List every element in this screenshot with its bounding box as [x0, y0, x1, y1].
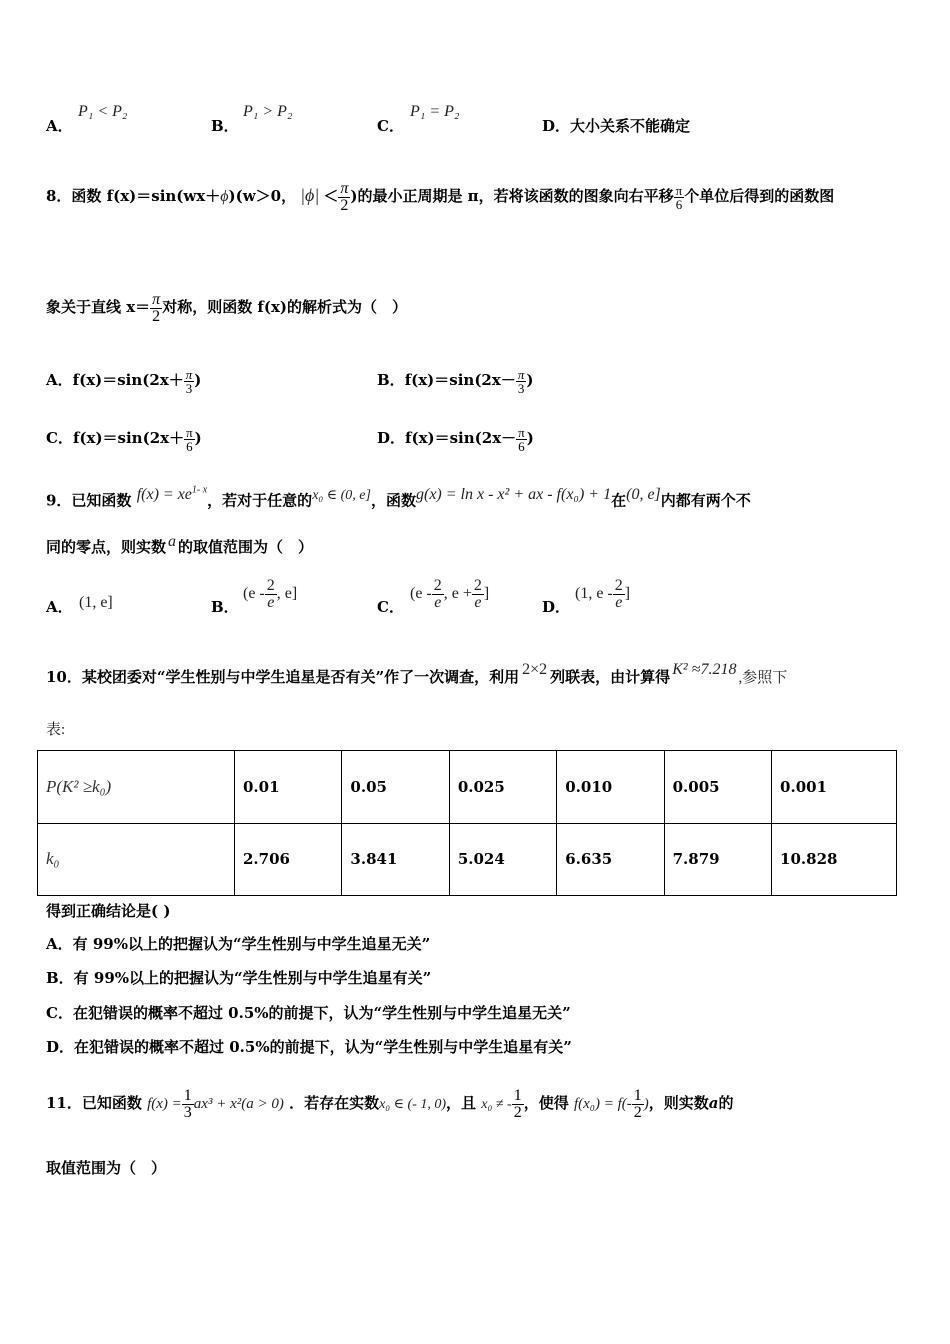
option-fraction [184, 368, 195, 395]
frac-den: 2 [152, 307, 161, 325]
expr-part: (e - [243, 585, 265, 602]
q8-text: )的最小正周期是 π，若将该函数的图象向右平移 [350, 187, 674, 205]
q7-option-a-expr: P₁ < P₂ [78, 103, 128, 120]
x0-domain: x₀ ∈ (- 1, 0) [379, 1097, 447, 1112]
table-cell: 0.05 [342, 751, 449, 824]
frac-den: 6 [675, 196, 683, 212]
q10-option-d: D．在犯错误的概率不超过 0.5%的前提下，认为“学生性别与中学生追星有关” [46, 1038, 572, 1056]
a-variable: a [168, 533, 177, 550]
option-text: ) [194, 429, 202, 447]
q7-option-d [542, 115, 690, 136]
option-label: D． [542, 117, 571, 135]
frac-den: 6 [186, 438, 193, 454]
frac-den: e [267, 593, 275, 611]
option-label: B． [377, 371, 405, 389]
g-expr: g(x) = ln x - x² + ax - f(x₀) + 1 [415, 486, 612, 504]
expr-part: , e + [443, 585, 472, 602]
question-9-line-2 [46, 532, 313, 563]
pi-over-2 [150, 292, 162, 325]
table-cell: 10.828 [772, 823, 897, 896]
a-variable: a [708, 1094, 719, 1112]
q9-option-c-expr [410, 572, 489, 616]
frac-num: π [518, 424, 525, 440]
option-text: f(x)＝sin(2x＋ [72, 429, 185, 447]
option-label: A． [46, 371, 73, 389]
expr-part: , e] [276, 585, 298, 602]
phi-symbol: ϕ [220, 188, 229, 205]
table-cell: 0.025 [449, 751, 556, 824]
q11-text: ，且 [446, 1094, 477, 1112]
frac-num: 1 [633, 1086, 642, 1104]
q11-text: 的 [718, 1094, 734, 1112]
q9-option-d-expr [575, 572, 630, 616]
two-over-e [472, 578, 484, 611]
table-cell: 0.001 [772, 751, 897, 824]
table-cell: 3.841 [342, 823, 449, 896]
abs-phi: |ϕ| [300, 185, 320, 205]
frac-num: π [517, 366, 525, 382]
two-over-e [613, 578, 625, 611]
q7-option-c-expr: P₁ = P₂ [410, 103, 460, 120]
pi-over-2 [338, 181, 350, 214]
q10-option-a: A．有 99%以上的把握认为“学生性别与中学生追星无关” [46, 935, 431, 953]
q11-text: ，则实数 [648, 1094, 709, 1112]
q11-text: ．若存在实数 [289, 1094, 380, 1112]
q7-option-b-expr: P₁ > P₂ [243, 103, 293, 120]
frac-den: 6 [518, 438, 525, 454]
option-fraction [516, 426, 527, 453]
question-10-line-2: 表: [46, 722, 66, 738]
q9-f-expr [137, 486, 207, 503]
frac-den: e [474, 593, 482, 611]
option-text: ) [526, 371, 534, 389]
table-cell: 5.024 [449, 823, 556, 896]
q8-option-c [46, 413, 202, 463]
eq-lhs: f(x₀) = f(- [573, 1096, 632, 1112]
option-text: ) [194, 371, 202, 389]
frac-num: 2 [614, 576, 623, 594]
f-lhs: f(x) = [147, 1096, 182, 1112]
expr-part: (e - [410, 585, 432, 602]
frac-den: 3 [183, 1103, 192, 1121]
eq-rhs: ) [643, 1096, 649, 1112]
table-size: 2×2 [522, 661, 548, 678]
frac-num: 1 [183, 1086, 192, 1104]
option-fraction [184, 426, 195, 453]
expr-part: ] [624, 585, 631, 602]
q10-text: ,参照下 [738, 670, 788, 686]
table-cell: 7.879 [664, 823, 771, 896]
frac-num: π [186, 424, 193, 440]
table-cell: 0.01 [235, 751, 342, 824]
option-text: ) [526, 429, 534, 447]
lt-symbol: ＜ [323, 187, 339, 205]
q11-text: 11．已知函数 [46, 1094, 142, 1112]
q10-option-c: C．在犯错误的概率不超过 0.5%的前提下，认为“学生性别与中学生追星无关” [46, 1004, 571, 1022]
q7-option-b: B． [211, 117, 239, 135]
option-fraction [516, 368, 527, 395]
interval-expr: (0, e] [626, 486, 661, 504]
question-11-line-1 [46, 1070, 734, 1138]
question-9-line-1 [46, 480, 751, 519]
table-cell: 0.005 [664, 751, 771, 824]
expr-part: ] [483, 585, 490, 602]
q9-option-c-label: C． [377, 598, 404, 616]
frac-den: 2 [340, 196, 349, 214]
frac-num: 1 [513, 1086, 522, 1104]
q9-option-b-expr [243, 572, 297, 616]
q7-option-c: C． [377, 117, 404, 135]
table-row-label: P(K² ≥k₀) [38, 751, 235, 824]
question-10-line-1 [46, 662, 787, 693]
q11-text: ，使得 [523, 1094, 569, 1112]
question-8-line-1 [46, 165, 834, 227]
q8-option-d [377, 413, 534, 463]
q10-option-b: B．有 99%以上的把握认为“学生性别与中学生追星有关” [46, 969, 432, 987]
q9-option-a-label: A． [46, 598, 73, 616]
question-8-line-2 [46, 277, 407, 337]
question-11-line-2: 取值范围为（ ） [46, 1159, 167, 1177]
x0-ne: x₀ ≠ - [481, 1097, 512, 1112]
x0-domain: x₀ ∈ (0, e] [312, 488, 371, 504]
q9-option-b-label: B． [211, 598, 239, 616]
k2-value: K² ≈7.218 [672, 661, 737, 678]
frac-den: e [434, 593, 442, 611]
frac-num: 2 [266, 576, 275, 594]
q10-text: 列联表，由计算得 [550, 668, 671, 686]
f-rhs: ax³ + x²(a > 0) [193, 1096, 284, 1112]
q9-text: ，若对于任意的 [207, 491, 313, 510]
one-third [182, 1088, 194, 1121]
q10-text: 10．某校团委对“学生性别与中学生追星是否有关”作了一次调查，利用 [46, 668, 520, 686]
q8-text: 对称，则函数 f(x)的解析式为（ ） [162, 298, 408, 316]
q8-text: 象关于直线 x＝ [46, 298, 151, 316]
q8-text: 个单位后得到的函数图 [684, 187, 835, 205]
q10-conclusion: 得到正确结论是( ) [46, 902, 171, 920]
frac-den: 2 [513, 1103, 522, 1121]
table-row [38, 823, 897, 896]
f-expr-exponent: 1- x [191, 485, 208, 496]
frac-num: π [340, 179, 349, 197]
option-label: A． [46, 117, 73, 135]
frac-den: 2 [633, 1103, 642, 1121]
q9-text: 同的零点，则实数 [46, 538, 167, 556]
q8-option-a [46, 355, 201, 405]
q9-text: ，函数 [370, 491, 416, 510]
q9-text: 内都有两个不 [660, 491, 751, 510]
q8-option-b [377, 355, 533, 405]
frac-den: e [615, 593, 623, 611]
option-text: f(x)＝sin(2x－ [405, 429, 517, 447]
frac-num: π [675, 182, 683, 198]
table-cell: 0.010 [557, 751, 664, 824]
q8-text: )(w＞0， [228, 187, 297, 205]
q9-option-d-label: D． [542, 598, 571, 616]
reference-table [37, 750, 897, 896]
option-label: C． [46, 429, 73, 447]
f-expr-base: f(x) = xe [136, 486, 192, 504]
q7-option-a [46, 115, 73, 136]
q9-text: 在 [611, 491, 627, 510]
two-over-e [265, 578, 277, 611]
option-text: f(x)＝sin(2x＋ [72, 371, 184, 389]
one-half [512, 1088, 524, 1121]
q9-text: 9．已知函数 [46, 491, 132, 510]
table-cell: 6.635 [557, 823, 664, 896]
table-row [38, 751, 897, 824]
frac-den: 3 [185, 380, 193, 396]
option-text: f(x)＝sin(2x－ [404, 371, 516, 389]
option-label: D． [377, 429, 406, 447]
option-text: 大小关系不能确定 [570, 117, 691, 135]
pi-over-6 [674, 184, 685, 211]
q9-option-a-expr: (1, e] [79, 594, 113, 611]
frac-den: 3 [517, 380, 525, 396]
q9-text: 的取值范围为（ ） [178, 538, 314, 556]
expr-part: (1, e - [575, 585, 613, 602]
frac-num: 2 [433, 576, 442, 594]
one-half [632, 1088, 644, 1121]
table-row-label: k₀ [38, 823, 235, 896]
two-over-e [432, 578, 444, 611]
q8-text: 8．函数 f(x)＝sin(wx＋ [46, 187, 221, 205]
table-cell: 2.706 [235, 823, 342, 896]
frac-num: π [185, 366, 193, 382]
frac-num: 2 [473, 576, 482, 594]
frac-num: π [152, 290, 161, 308]
